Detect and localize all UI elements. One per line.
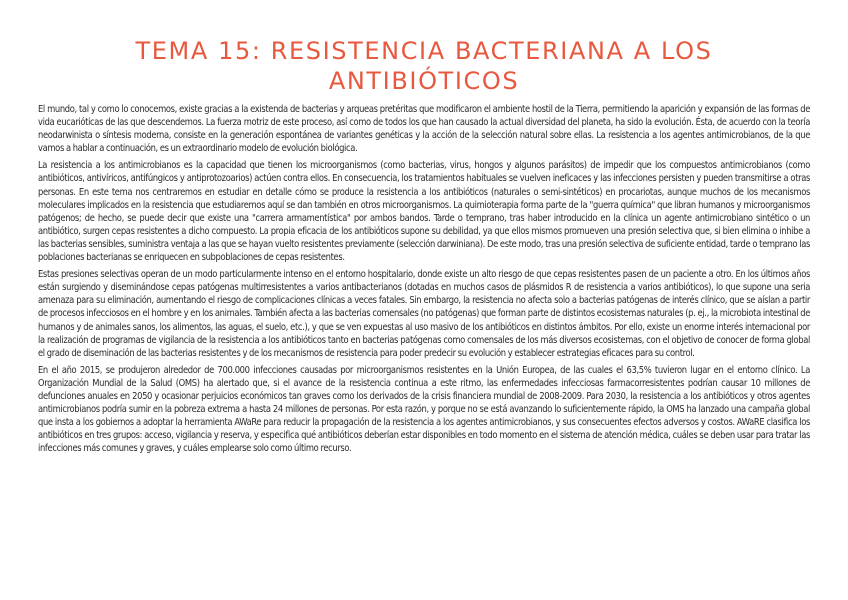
page-title: TEMA 15: RESISTENCIA BACTERIANA A LOS ANTIBIÓTICOS	[135, 37, 713, 95]
paragraph-statistics: En el año 2015, se produjeron alrededor de 700.000 infecciones causadas por microorganismos resistentes en la Unión Europea, de las cuales el 63,5% tuvieron lugar en el entorno clínico. La Organización Mundial de la Salud (OMS) ha alertado que, si el avance de la resistencia continua a este ritmo, las enfermedades infecciosas farmacorresistentes podrían causar 10 millones de defunciones anuales en 2050 y ocasionar perjuicios económicos tan graves como los derivados de la crisis financiera mundial de 2008-2009. Para 2030, la resistencia a los antibióticos y otros agentes antimicrobianos podría sumir en la pobreza extrema a hasta 24 millones de personas. Por esta razón, y porque no se está avanzando lo suficientemente rápido, la OMS ha lanzado una campaña global que insta a los gobiernos a adoptar la herramienta AWaRe para reducir la propagación de la resistencia a los agentes antimicrobianos, y sus consecuentes efectos adversos y costos. AWaRE clasifica los antibióticos en tres grupos: acceso, vigilancia y reserva, y especifica qué antibióticos deberían estar disponibles en todo momento en el sistema de atención médica, cuáles se deben usar para tratar las infecciones más comunes y graves, y cuáles emplearse solo como último recurso.	[38, 364, 810, 455]
paragraph-definition: La resistencia a los antimicrobianos es la capacidad que tienen los microorganismos (como bacterias, virus, hongos y algunos parásitos) de impedir que los compuestos antimicrobianos (como antibióticos, antivíricos, antifúngicos y antiprotozoarios) actúen contra ellos. En consecuencia, los tratamientos habituales se vuelven ineficaces y las infecciones persisten y pueden transmitirse a otras personas. En este tema nos centraremos en estudiar en detalle cómo se produce la resistencia a los antibióticos (naturales o semi-sintéticos) en procariotas, aunque muchos de los mecanismos moleculares implicados en la resistencia que estudiaremos aquí se dan también en otros microorganismos. La quimioterapia forma parte de la "guerra química" que libran humanos y microorganismos patógenos; de hecho, se puede decir que existe una "carrera armamentística" por ambos bandos. Tarde o temprano, tras haber introducido en la clínica un agente antimicrobiano sintético o un antibiótico, surgen cepas resistentes a dicho compuesto. La propia eficacia de los antibióticos supone su debilidad, ya que ellos mismos promueven una presión selectiva que, si bien elimina o inhibe a las bacterias sensibles, suministra ventaja a las que se hayan vuelto resistentes previamente (selección darwiniana). De este modo, tras una presión selectiva de suficiente entidad, tarde o temprano las poblaciones bacterianas se enriquecen en subpoblaciones de cepas resistentes.	[38, 160, 810, 264]
paragraph-intro: El mundo, tal y como lo conocemos, existe gracias a la existenda de bacterias y arqueas pretéritas que modificaron el ambiente hostil de la Tierra, permitiendo la aparición y expansión de las formas de vida eucarióticas de las que descendemos. La fuerza motriz de este proceso, así como de todos los que han causado la actual diversidad del planeta, ha sido la evolución. Ésta, de acuerdo con la teoría neodarwinista o síntesis moderna, consiste en la generación espontánea de variantes genéticas y la acción de la selección natural sobre ellas. La resistencia a los agentes antimicrobianos, de la que vamos a hablar a continuación, es un extraordinario modelo de evolución biológica.	[38, 104, 810, 155]
paragraph-hospital: Estas presiones selectivas operan de un modo particularmente intenso en el entorno hospitalario, donde existe un alto riesgo de que cepas resistentes pasen de un paciente a otro. En los últimos años están surgiendo y diseminándose cepas patógenas multirresistentes a varios antibacterianos (dotadas en muchos casos de plásmidos R de resistencia a varios antibióticos), lo que supone una seria amenaza para su eliminación, aumentando el riesgo de complicaciones clínicas a veces fatales. Sin embargo, la resistencia no afecta solo a bacterias patógenas de interés clínico, que se aíslan a partir de procesos infecciosos en el hombre y en los animales. También afecta a las bacterias comensales (no patógenas) que forman parte de distintos ecosistemas naturales (p. ej., la microbiota intestinal de humanos y de animales sanos, los alimentos, las aguas, el suelo, etc.), y que se ven expuestas al uso masivo de los antibióticos en distintos ámbitos. Por ello, existe un enorme interés internacional por la realización de programas de vigilancia de la resistencia a los antibióticos tanto en bacterias patógenas como comensales de los más diversos ecosistemas, con el objetivo de conocer de forma global el grado de diseminación de las bacterias resistentes y de los mecanismos de resistencia para poder predecir su evolución y establecer estrategias eficaces para su control.	[38, 269, 810, 359]
